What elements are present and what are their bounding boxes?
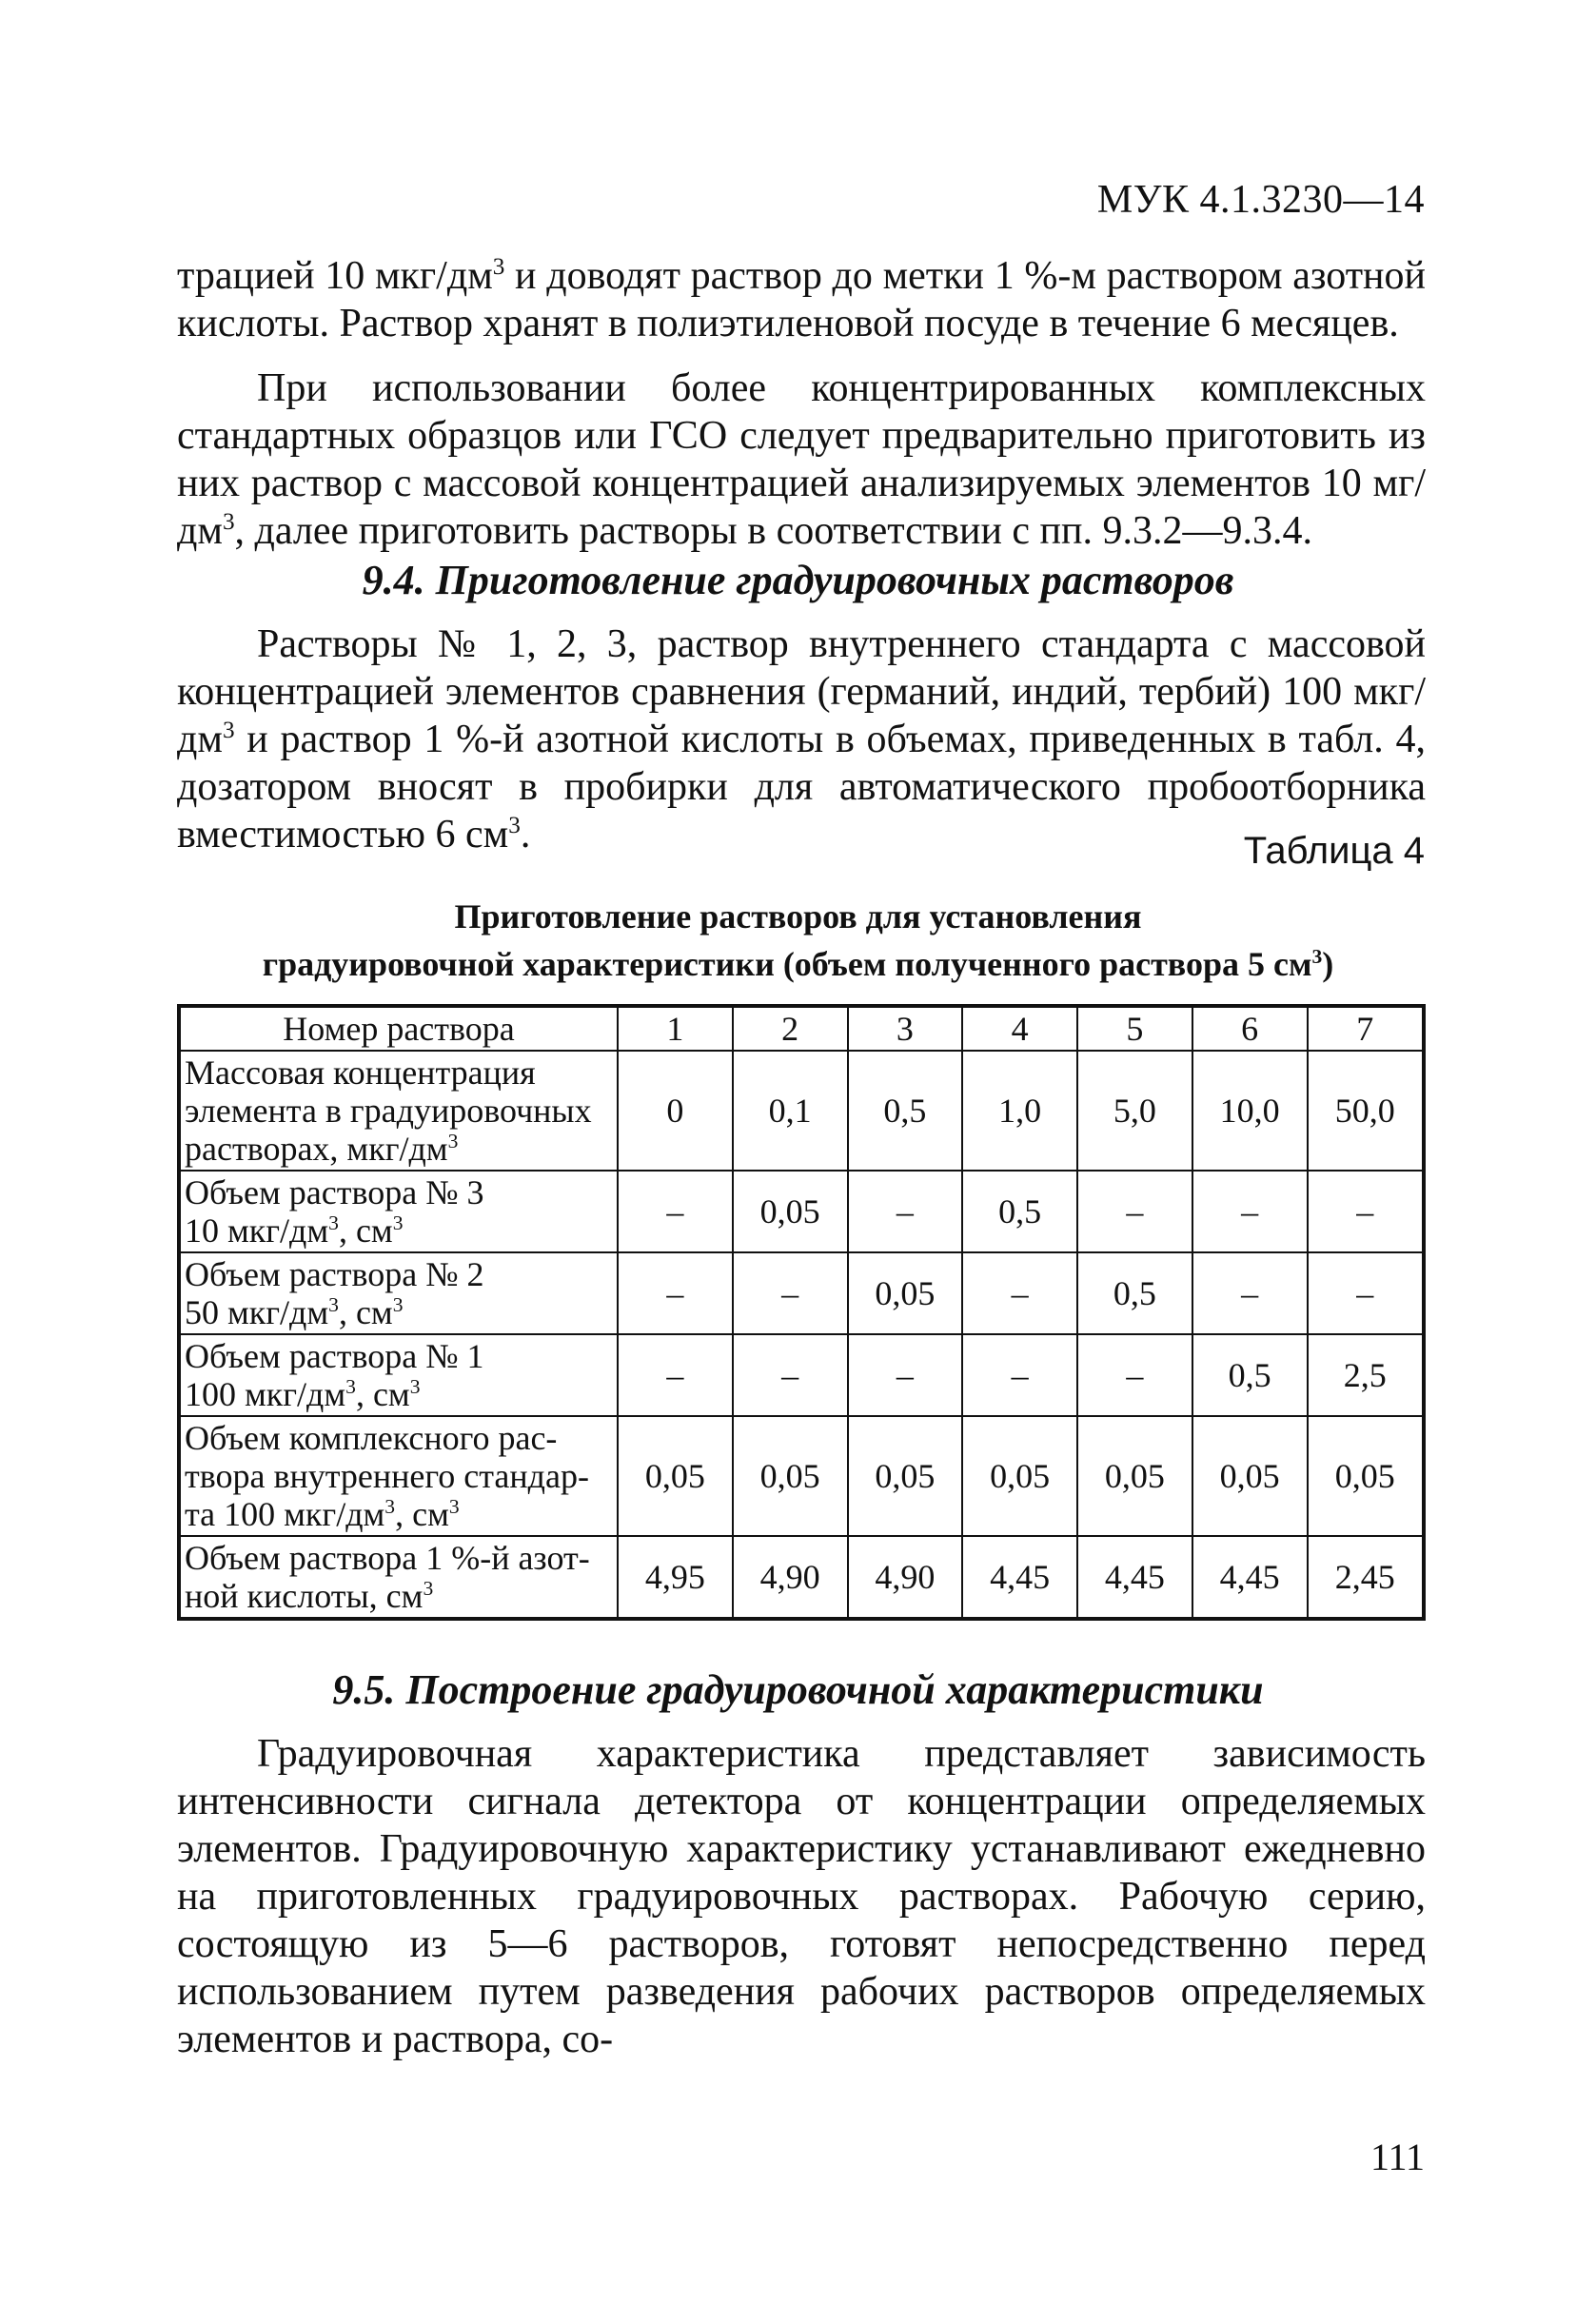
- data-table: [177, 1004, 1426, 1621]
- table-title: [0, 893, 1596, 988]
- table-row-label: [179, 1416, 618, 1536]
- superscript: 3: [392, 1211, 404, 1234]
- table-cell: 4,90: [733, 1536, 848, 1619]
- superscript: 3: [423, 1577, 434, 1600]
- superscript: 3: [345, 1375, 356, 1398]
- row-label-line: [185, 1457, 613, 1495]
- table-row-label: [179, 1252, 618, 1334]
- table-cell: 0,05: [733, 1416, 848, 1536]
- table-cell: –: [962, 1252, 1077, 1334]
- table-cell: –: [618, 1171, 733, 1252]
- table-header-cell: 6: [1192, 1006, 1308, 1051]
- table-row-label: [179, 1171, 618, 1252]
- table-cell: –: [962, 1334, 1077, 1416]
- row-label-line: [185, 1211, 613, 1250]
- table-row: [179, 1536, 1424, 1619]
- table-cell: 5,0: [1077, 1051, 1192, 1171]
- row-label-text: 10 мкг/дм: [185, 1211, 329, 1250]
- row-label-text: Объем раствора № 1: [185, 1337, 484, 1375]
- superscript: 3: [1311, 945, 1323, 968]
- table-cell: 4,45: [962, 1536, 1077, 1619]
- table-cell: 4,45: [1077, 1536, 1192, 1619]
- table-cell: 50,0: [1308, 1051, 1425, 1171]
- row-label-line: [185, 1419, 613, 1457]
- superscript: 3: [409, 1375, 421, 1398]
- superscript: 3: [448, 1495, 460, 1518]
- table-body: [179, 1051, 1424, 1619]
- row-label-text: Массовая концентрация: [185, 1054, 536, 1092]
- row-label-text: Объем раствора 1 %-й азот-: [185, 1539, 590, 1577]
- table-cell: 0,05: [1077, 1416, 1192, 1536]
- superscript: 3: [328, 1211, 339, 1234]
- superscript: 3: [392, 1293, 404, 1316]
- row-label-text: элемента в градуировочных: [185, 1092, 592, 1130]
- row-label-text: , см: [338, 1211, 393, 1250]
- table-cell: 0,05: [1308, 1416, 1425, 1536]
- table-cell: 0,5: [962, 1171, 1077, 1252]
- table-cell: 0,05: [733, 1171, 848, 1252]
- table-title-line: Приготовление растворов для установления: [454, 897, 1142, 935]
- table-cell: –: [733, 1252, 848, 1334]
- table-cell: –: [733, 1334, 848, 1416]
- row-label-line: [185, 1337, 613, 1375]
- row-label-line: [185, 1539, 613, 1577]
- table-cell: 2,5: [1308, 1334, 1425, 1416]
- table-header-cell: 1: [618, 1006, 733, 1051]
- paragraph: [177, 364, 1426, 555]
- table-row: [179, 1334, 1424, 1416]
- table-row: [179, 1416, 1424, 1536]
- table-header-cell: 7: [1308, 1006, 1425, 1051]
- table-cell: 10,0: [1192, 1051, 1308, 1171]
- paragraph: [177, 620, 1426, 858]
- table-cell: –: [1192, 1171, 1308, 1252]
- paragraph-text: При использовании более концентрированных комплексных стандартных образцов или ГСО следует предварительно приготовить из них раствор с массовой концентрацией анализируемых элементов 10 мг/дм: [177, 366, 1426, 553]
- table-cell: 0,05: [848, 1252, 963, 1334]
- table-label: Таблица 4: [1243, 830, 1425, 872]
- table-header-cell: Номер раствора: [179, 1006, 618, 1051]
- table-header-cell: 4: [962, 1006, 1077, 1051]
- superscript: 3: [328, 1293, 339, 1316]
- row-label-text: 100 мкг/дм: [185, 1375, 346, 1413]
- row-label-line: [185, 1293, 613, 1331]
- row-label-line: [185, 1577, 613, 1615]
- row-label-text: Объем комплексного рас-: [185, 1419, 558, 1457]
- table-cell: –: [1077, 1171, 1192, 1252]
- superscript: 3: [492, 254, 505, 280]
- row-label-line: [185, 1173, 613, 1211]
- superscript: 3: [384, 1495, 396, 1518]
- table-header-cell: 2: [733, 1006, 848, 1051]
- row-label-text: ной кислоты, см: [185, 1577, 424, 1615]
- row-label-text: твора внутреннего стандар-: [185, 1457, 589, 1495]
- row-label-line: [185, 1375, 613, 1413]
- table-cell: 0: [618, 1051, 733, 1171]
- table-cell: 0,5: [848, 1051, 963, 1171]
- table-cell: 4,95: [618, 1536, 733, 1619]
- table-cell: 0,1: [733, 1051, 848, 1171]
- row-label-text: Объем раствора № 3: [185, 1173, 484, 1211]
- row-label-line: [185, 1495, 613, 1533]
- table-row-label: [179, 1334, 618, 1416]
- table-title-text: ): [1322, 945, 1334, 983]
- section-9-4-heading: 9.4. Приготовление градуировочных растворов: [362, 557, 1234, 603]
- row-label-text: та 100 мкг/дм: [185, 1495, 385, 1533]
- row-label-line: [185, 1092, 613, 1130]
- row-label-text: Объем раствора № 2: [185, 1255, 484, 1293]
- table-cell: –: [848, 1334, 963, 1416]
- superscript: 3: [508, 813, 521, 838]
- superscript: 3: [222, 718, 235, 743]
- table-title-line: [0, 940, 1596, 988]
- table-title-text: градуировочной характеристики (объем полученного раствора 5 см: [262, 945, 1312, 983]
- table-cell: –: [618, 1334, 733, 1416]
- paragraph-text: и доводят раствор до метки 1 %-м раствором азотной кислоты. Раствор хранят в полиэтиленовой посуде в течение 6 месяцев.: [177, 254, 1427, 345]
- section-9-4-text: [177, 620, 1426, 858]
- table-cell: 4,90: [848, 1536, 963, 1619]
- row-label-text: , см: [338, 1293, 393, 1331]
- paragraph-text: , далее приготовить растворы в соответствии с пп. 9.3.2—9.3.4.: [234, 509, 1313, 553]
- row-label-text: растворах, мкг/дм: [185, 1130, 448, 1168]
- table-header-row: [179, 1006, 1424, 1051]
- paragraph: [177, 252, 1426, 347]
- table-cell: 1,0: [962, 1051, 1077, 1171]
- table-row: [179, 1252, 1424, 1334]
- paragraph-text: трацией 10 мкг/дм: [177, 254, 493, 298]
- section-9-5-text: [177, 1730, 1426, 2063]
- table-cell: –: [1308, 1171, 1425, 1252]
- row-label-text: 50 мкг/дм: [185, 1293, 329, 1331]
- table-cell: 0,05: [962, 1416, 1077, 1536]
- table-cell: 0,5: [1192, 1334, 1308, 1416]
- table-cell: –: [618, 1252, 733, 1334]
- superscript: 3: [222, 509, 235, 535]
- table-cell: –: [1308, 1252, 1425, 1334]
- superscript: 3: [447, 1130, 459, 1152]
- page-number: 111: [1369, 2136, 1425, 2178]
- table-cell: –: [848, 1171, 963, 1252]
- row-label-line: [185, 1130, 613, 1168]
- table-cell: –: [1192, 1252, 1308, 1334]
- row-label-text: , см: [395, 1495, 449, 1533]
- table-cell: 4,45: [1192, 1536, 1308, 1619]
- row-label-text: , см: [355, 1375, 410, 1413]
- section-9-3-text: [177, 252, 1426, 555]
- table-header-cell: 5: [1077, 1006, 1192, 1051]
- section-9-5-heading: 9.5. Построение градуировочной характеристики: [332, 1666, 1264, 1713]
- paragraph-text: .: [520, 813, 531, 857]
- table-cell: 0,05: [848, 1416, 963, 1536]
- row-label-line: [185, 1255, 613, 1293]
- paragraph-text: Растворы № 1, 2, 3, раствор внутреннего стандарта с массовой концентрацией элементов сравнения (германий, индий, тербий) 100 мкг/дм: [177, 622, 1426, 761]
- table-cell: 0,05: [618, 1416, 733, 1536]
- table-row-label: [179, 1051, 618, 1171]
- table-cell: 0,05: [1192, 1416, 1308, 1536]
- row-label-line: [185, 1054, 613, 1092]
- table-row: [179, 1051, 1424, 1171]
- table-cell: 2,45: [1308, 1536, 1425, 1619]
- table-cell: –: [1077, 1334, 1192, 1416]
- paragraph-text: и раствор 1 %-й азотной кислоты в объемах, приведенных в табл. 4, дозатором вносят в пробирки для автоматического пробоотборника вместимостью 6 см: [177, 718, 1426, 857]
- paragraph: Градуировочная характеристика представляет зависимость интенсивности сигнала детектора от концентрации определяемых элементов. Градуировочную характеристику устанавливают ежедневно на приготовленных градуировочных растворах. Рабочую серию, состоящую из 5—6 растворов, готовят непосредственно перед использованием путем разведения рабочих растворов определяемых элементов и раствора, со-: [177, 1732, 1426, 2061]
- table-header-cell: 3: [848, 1006, 963, 1051]
- table-row: [179, 1171, 1424, 1252]
- table-cell: 0,5: [1077, 1252, 1192, 1334]
- table-row-label: [179, 1536, 618, 1619]
- document-code: МУК 4.1.3230—14: [1096, 178, 1425, 222]
